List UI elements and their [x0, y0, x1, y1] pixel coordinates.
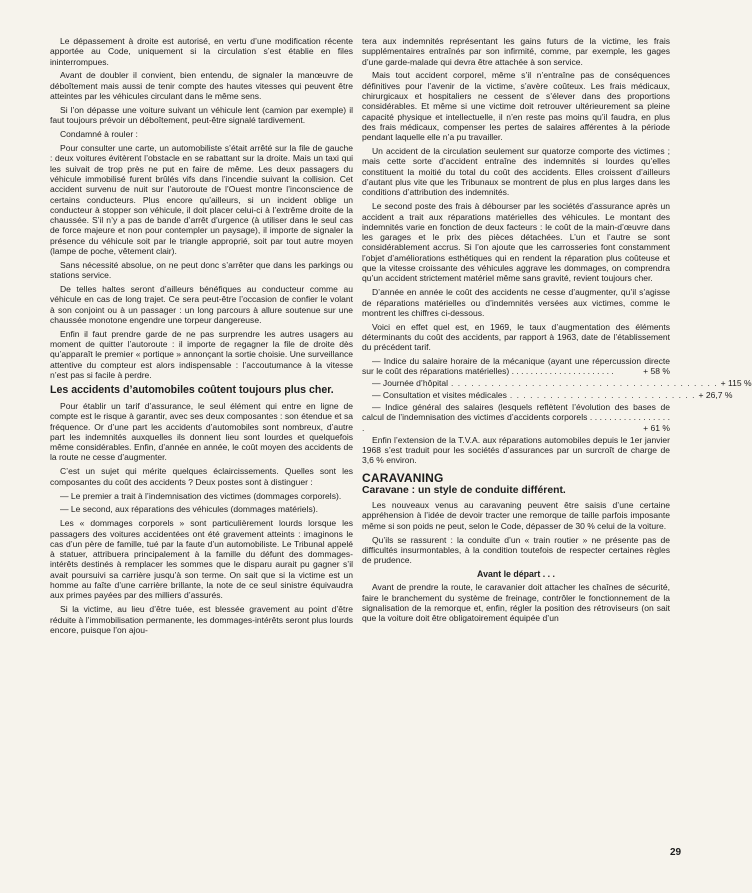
paragraph: Pour consulter une carte, un automobiliste s’était arrêté sur la file de gauche : deux voitures évitèrent l’obstacle en se rabattant sur la droite. Mais un taxi qui les suivait de trop près ne put en faire de même. Les deux passagers du véhicule immobilisé furent brûlés vifs dans l’incendie suivant la collision. Cet accident survenu de nuit sur l’autoroute de l’Ouest montre l’inconscience de certains conducteurs. Plus encore qu’ailleurs, si un incident oblige un conducteur à stopper son véhicule, il doit placer celui-ci à l’extrême droite de la chaussée. S’il n’y a pas de bande d’arrêt d’urgence (à utiliser dans le seul cas de force majeure et non pour contempler un paysage), il importe de signaler la présence du véhicule soit par le triangle approprié, soit par tout autre moyen (lampe de poche, vêtement clair).: [50, 143, 353, 257]
section-title: CARAVANING: [362, 470, 444, 485]
leader-dots: . . . . . . . . . . . . . . . . . . . . . .: [511, 366, 614, 377]
paragraph: tera aux indemnités représentant les gains futurs de la victime, les frais supplémentaires entraînés par son infirmité, comme, par exemple, les gages d’une garde-malade qui devra être attachée à son service.: [362, 36, 670, 67]
list-item: — Le premier a trait à l’indemnisation des victimes (dommages corporels).: [60, 490, 342, 501]
paragraph: Mais tout accident corporel, même s’il n’entraîne pas de conséquences définitives pour l’avenir de la victime, s’avère coûteux. Les frais médicaux, chirurgicaux et hospitaliers ne cessent de s’élever dans des proportions considérables. Et même si une victime doit retrouver ultérieurement sa pleine capacité physique et intellectuelle, il n’en reste pas moins qu’il faudra, en plus des frais médicaux, compenser les pertes de salaires afférentes à la période pendant laquelle elle n’a pu travailler.: [362, 70, 670, 143]
paragraph: C’est un sujet qui mérite quelques éclaircissements. Quelles sont les composantes du coût des accidents ? Deux postes sont à distinguer :: [50, 466, 353, 487]
paragraph: Le dépassement à droite est autorisé, en vertu d’une modification récente apportée au Code, uniquement si la circulation s’est établie en files ininterrompues.: [50, 36, 353, 67]
statistics-list: [362, 356, 752, 433]
stat-value: + 61 %: [643, 422, 670, 433]
stat-value: + 26,7 %: [698, 390, 733, 401]
small-heading: Avant le départ . . .: [477, 569, 555, 580]
stat-row: [362, 390, 733, 401]
left-column: [50, 36, 353, 639]
paragraph: Enfin il faut prendre garde de ne pas surprendre les autres usagers au moment de quitter l’autoroute : il importe de regagner la file de droite dès qu’apparaît le premier « portique » annonçant la sortie choisie. Une surveillance attentive du compteur est alors indispensable : l’accoutumance à la vitesse n’est pas si facile à perdre.: [50, 328, 353, 381]
stat-row: [362, 402, 670, 433]
paragraph-subtitle: Condamné à rouler :: [60, 129, 138, 140]
paragraph: Avant de doubler il convient, bien entendu, de signaler la manœuvre de déboîtement mais aussi de tenir compte des hautes vitesses qui peuvent être atteintes par les véhicules circulant dans le même sens.: [50, 70, 353, 102]
stat-row: [362, 356, 670, 377]
sub-title: Caravane : un style de conduite différent.: [362, 484, 566, 496]
stat-label: — Indice du salaire horaire de la mécanique (ayant une répercussion directe sur le coût des réparations matérielles): [362, 356, 670, 377]
paragraph: Sans nécessité absolue, on ne peut donc s’arrêter que dans les parkings ou stations service.: [50, 259, 353, 281]
stat-label: — Consultation et visites médicales: [372, 390, 507, 401]
page-number: 29: [670, 847, 682, 858]
paragraph: Avant de prendre la route, le caravanier doit attacher les chaînes de sécurité, faire le branchement du système de freinage, contrôler le fonctionnement de la signalisation de la remorque et, enfin, régler la position des rétroviseurs (on sait que la voiture doit être obligatoirement équipée d’un: [362, 582, 670, 624]
stat-row: [362, 378, 752, 389]
paragraph: Si la victime, au lieu d’être tuée, est blessée gravement au point d’être réduite à l’immobilisation permanente, les dommages-intérêts seront plus lourds encore, puisque l’on ajou-: [50, 604, 353, 635]
paragraph: Si l’on dépasse une voiture suivant un véhicule lent (camion par exemple) il faut toujours prévoir un déboîtement, peut-être signalé tardivement.: [50, 104, 353, 126]
paragraph: Pour établir un tarif d’assurance, le seul élément qui entre en ligne de compte est le risque à garantir, avec ses deux composantes : son étendue et sa fréquence. Or d’une part les accidents d’automobiles sont nombreux, d’autre part les indemnités auxquelles ils donnent lieu sont lourdes et quelquefois même considérables. Enfin, d’année en année, le coût moyen des accidents de la route ne cesse d’augmenter.: [50, 400, 353, 463]
stat-value: + 115 %: [720, 378, 752, 389]
paragraph: Un accident de la circulation seulement sur quatorze comporte des victimes ; mais cette sorte d’accident entraîne des indemnités si lourdes qu’elles constituent la moitié du total du coût des accidents. Elles croissent d’ailleurs d’autant plus vite que les Tribunaux se montrent de plus en plus larges dans les conditions d’attribution des indemnités.: [362, 146, 670, 198]
stat-value: + 58 %: [643, 366, 670, 377]
paragraph: D’année en année le coût des accidents ne cesse d’augmenter, qu’il s’agisse de réparations matérielles ou d’indemnités versées aux victimes, comme le montrent les chiffres ci-dessous.: [362, 287, 670, 318]
right-column: [362, 36, 752, 627]
leader-dots: . . . . . . . . . . . . . . . . . .: [362, 412, 671, 433]
paragraph: Qu’ils se rassurent : la conduite d’un « train routier » ne présente pas de difficultés insurmontables, à la condition toutefois de respecter certaines règles de prudence.: [362, 534, 670, 566]
stat-label: — Indice général des salaires (lesquels reflètent l’évolution des bases de calcul de l’indemnisation des victimes d’accidents corporels: [362, 402, 670, 423]
paragraph: Les nouveaux venus au caravaning peuvent être saisis d’une certaine appréhension à l’idée de devoir tracter une remorque de taille parfois imposante même si son poids ne peut, selon le Code, dépasser de 30 % celui de la voiture.: [362, 500, 670, 531]
leader-dots: . . . . . . . . . . . . . . . . . . . . . . . . . . . .: [509, 390, 696, 401]
list-item: — Le second, aux réparations des véhicules (dommages matériels).: [60, 504, 318, 515]
leader-dots: . . . . . . . . . . . . . . . . . . . . . . . . . . . . . . . . . . . . . . . .: [451, 378, 718, 389]
section-heading: Les accidents d’automobiles coûtent toujours plus cher.: [50, 383, 334, 396]
paragraph: Enfin l’extension de la T.V.A. aux réparations automobiles depuis le 1er janvier 1968 s’est traduit pour les sociétés d’assurances par un surcroît de charge de 3,6 % environ.: [362, 434, 670, 466]
stat-label: — Journée d’hôpital: [372, 378, 449, 389]
paragraph: Le second poste des frais à débourser par les sociétés d’assurance après un accident a trait aux réparations matérielles des véhicules. Le montant des indemnités varie en fonction de deux facteurs : le coût de la main-d’œuvre dans les garages et le prix des pièces détachées. L’un et l’autre se sont considérablement accrus. Si l’on ajoute que les carrosseries font constamment l’objet d’améliorations esthétiques qui en rendent la réparation plus coûteuse et que la vitesse croissante des véhicules aggrave les dommages, on comprendra qu’un accident strictement matériel même sans gravité, revient toujours cher.: [362, 201, 670, 284]
paragraph: De telles haltes seront d’ailleurs bénéfiques au conducteur comme au véhicule en cas de long trajet. Ce sera peut-être l’occasion de confier le volant à son conjoint ou à un passager : un long parcours à allure soutenue sur une chaussée monotone engendre une torpeur dangereuse.: [50, 284, 353, 325]
paragraph: Voici en effet quel est, en 1969, le taux d’augmentation des éléments déterminants du coût des accidents, par rapport à 1963, date de l’établissement du précédent tarif.: [362, 321, 670, 353]
paragraph: Les « dommages corporels » sont particulièrement lourds lorsque les passagers des voitures accidentées ont été gravement atteints : imaginons le cas d’un père de famille, tué par la faute d’un automobiliste. Le Tribunal appelé à statuer, attribuera principalement à la famille du défunt des dommages-intérêts destinés à remplacer les sommes que le disparu aurait pu gagner s’il avait poursuivi sa carrière jusqu’à son terme. On sait que si la victime est un homme au faîte d’une carrière brillante, la note de ce seul sinistre équivaudra aux primes payées par des milliers d’assurés.: [50, 518, 353, 601]
